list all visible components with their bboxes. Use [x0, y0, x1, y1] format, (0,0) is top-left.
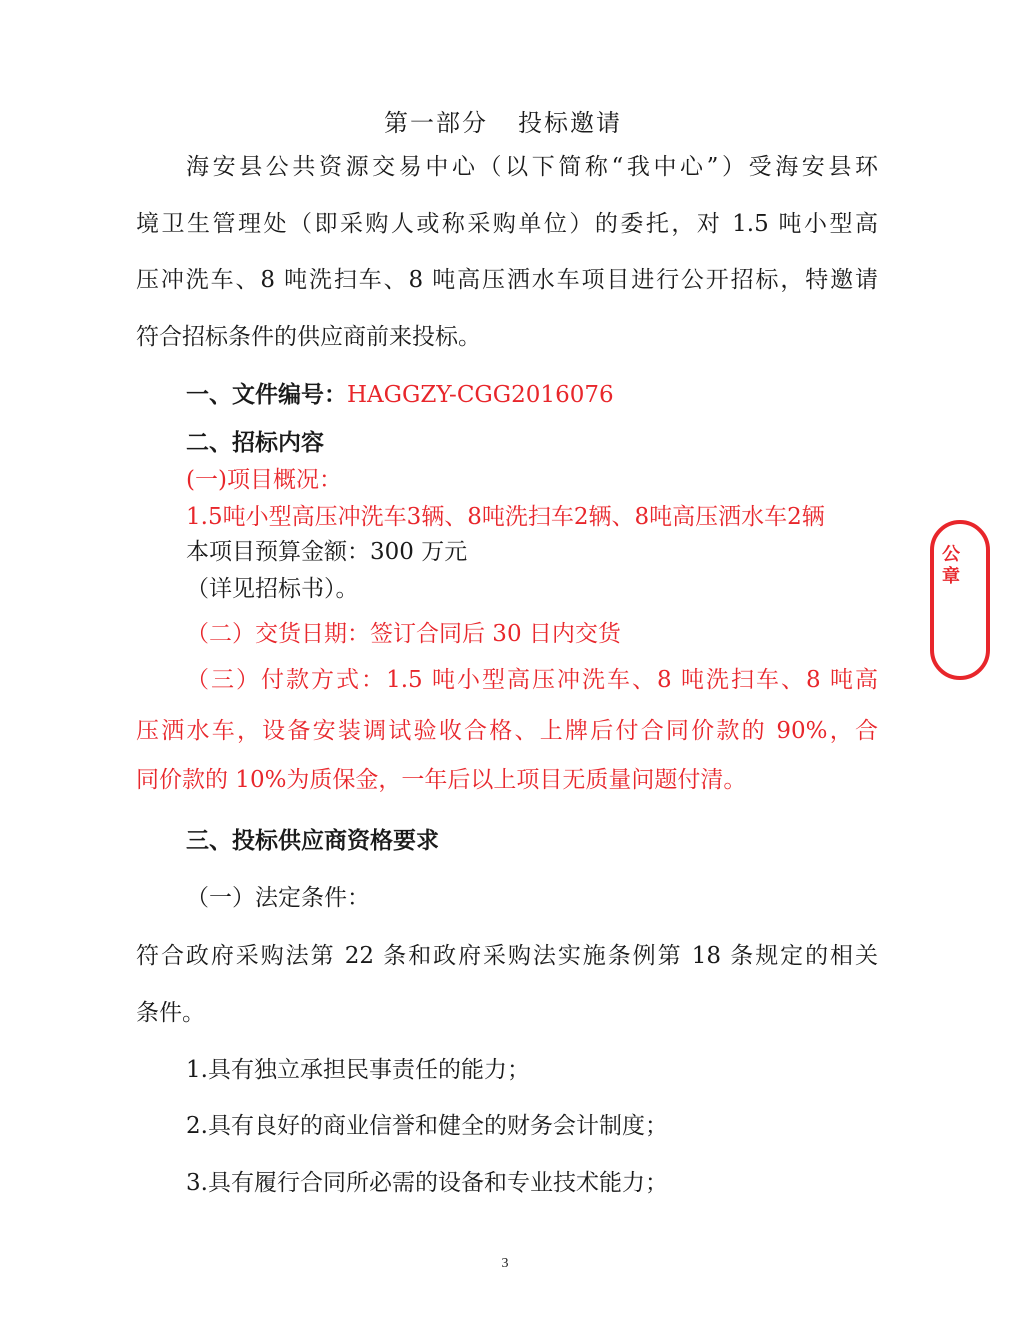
document-number-value: HAGGZY-CGG2016076	[347, 382, 614, 408]
delivery-date: （二）交货日期：签订合同后 30 日内交货	[186, 621, 621, 647]
requirement-item-1: 1.具有独立承担民事责任的能力；	[186, 1057, 530, 1083]
intro-line-4: 符合招标条件的供应商前来投标。	[136, 324, 481, 350]
intro-line-1: 海安县公共资源交易中心（以下简称“我中心”）受海安县环	[186, 154, 878, 180]
page-number: 3	[501, 1256, 509, 1271]
requirement-item-3: 3.具有履行合同所必需的设备和专业技术能力；	[186, 1170, 668, 1196]
heading-part: 第一部分	[384, 109, 488, 137]
legal-text-line-1: 符合政府采购法第 22 条和政府采购法实施条例第 18 条规定的相关	[136, 943, 878, 969]
section-2-heading: 二、招标内容	[186, 429, 324, 456]
section-3-heading: 三、投标供应商资格要求	[186, 827, 439, 854]
payment-line-2: 压洒水车，设备安装调试验收合格、上牌后付合同价款的 90%，合	[136, 718, 878, 744]
budget-text: 本项目预算金额：300 万元	[186, 539, 468, 565]
intro-line-3: 压冲洗车、8 吨洗扫车、8 吨高压洒水车项目进行公开招标，特邀请	[136, 267, 878, 293]
official-seal-edge	[930, 520, 990, 680]
legal-text-line-2: 条件。	[136, 1000, 205, 1026]
see-tender-document: （详见招标书）。	[186, 576, 359, 602]
heading-title: 投标邀请	[518, 109, 622, 137]
seal-text: 公章	[942, 544, 960, 587]
overview-items: 1.5吨小型高压冲洗车3辆、8吨洗扫车2辆、8吨高压洒水车2辆	[186, 504, 825, 530]
document-number	[186, 380, 614, 410]
document-number-label: 一、文件编号：	[186, 381, 347, 408]
requirement-item-2: 2.具有良好的商业信誉和健全的财务会计制度；	[186, 1113, 668, 1139]
page-heading	[384, 108, 622, 138]
payment-line-3: 同价款的 10%为质保金，一年后以上项目无质量问题付清。	[136, 767, 747, 793]
intro-line-2: 境卫生管理处（即采购人或称采购单位）的委托，对 1.5 吨小型高	[136, 211, 878, 237]
legal-conditions-label: （一）法定条件：	[186, 885, 370, 911]
payment-line-1: （三）付款方式：1.5 吨小型高压冲洗车、8 吨洗扫车、8 吨高	[186, 667, 878, 693]
overview-label: (一)项目概况：	[186, 467, 342, 493]
